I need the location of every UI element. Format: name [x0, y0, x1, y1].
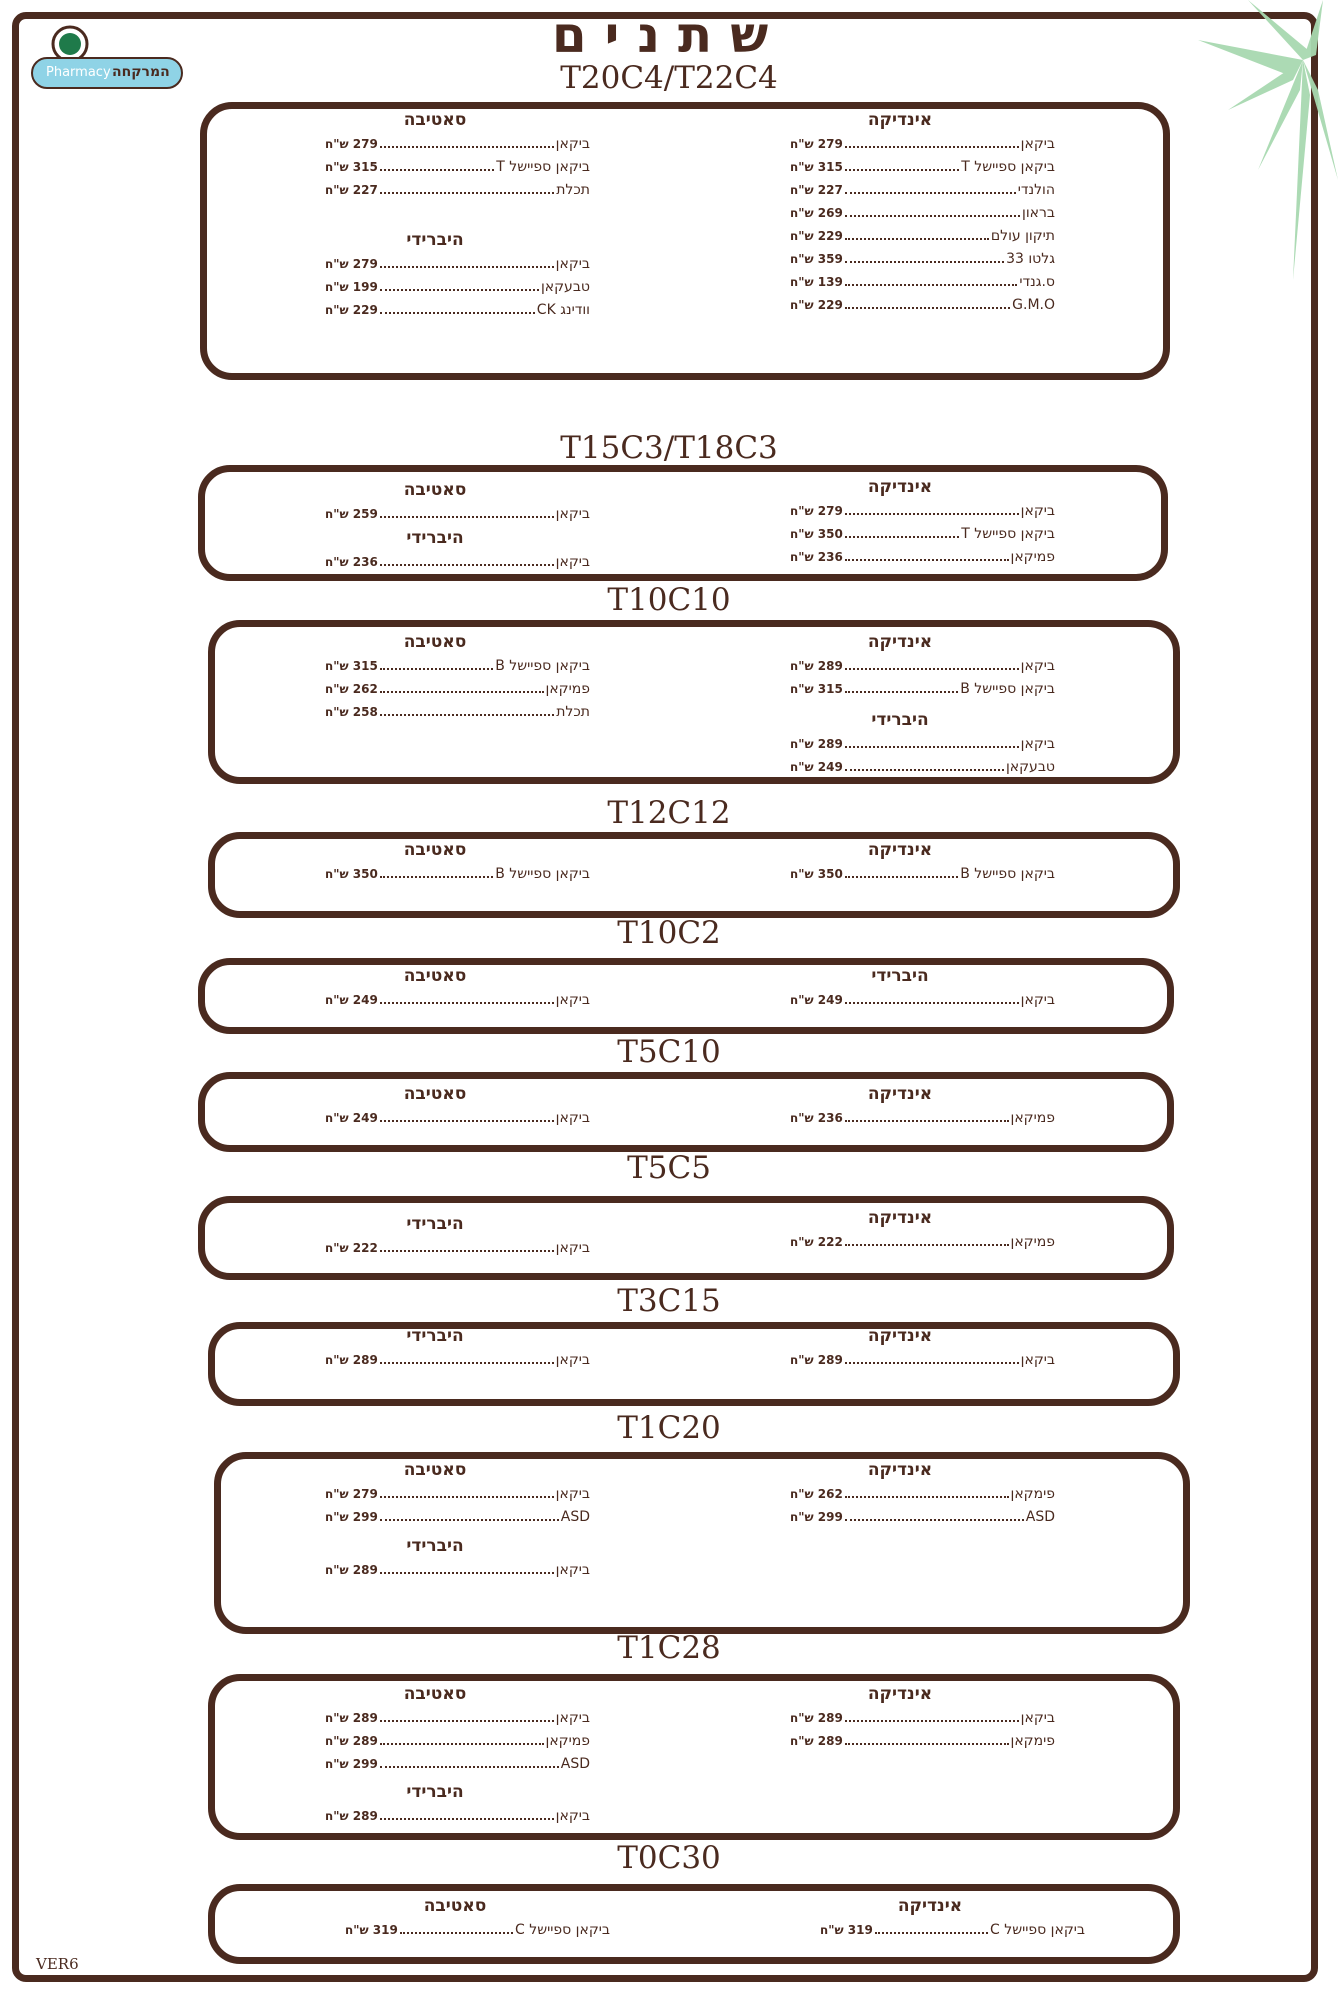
dot-leader	[845, 1120, 1009, 1122]
menu-item-row	[790, 1733, 1055, 1751]
item-name: ס.גנדי	[1019, 274, 1055, 290]
item-name: ביקאן	[555, 1110, 590, 1126]
menu-item-row	[790, 526, 1055, 544]
item-name: ביקאן ספיישל T	[496, 159, 590, 175]
dot-leader	[845, 238, 989, 240]
dot-leader	[380, 714, 554, 716]
dot-leader	[380, 876, 493, 878]
dot-leader	[380, 146, 554, 148]
item-name: ביקאן ספיישל C	[990, 1922, 1085, 1938]
menu-item-row	[325, 704, 590, 722]
menu-item-row	[790, 866, 1055, 884]
menu-item-row	[325, 1240, 590, 1258]
item-price: 222 ש"ח	[325, 1241, 378, 1255]
item-name: פימקאן	[1010, 1486, 1055, 1502]
dot-leader	[845, 1519, 1024, 1521]
menu-item-row	[790, 159, 1055, 177]
dot-leader	[380, 266, 554, 268]
dot-leader	[845, 691, 958, 693]
dot-leader	[380, 289, 539, 291]
item-name: ביקאן	[1020, 658, 1055, 674]
strain-type-title: אינדיקה	[867, 477, 933, 497]
menu-item-row	[790, 228, 1055, 246]
dot-leader	[845, 215, 1020, 217]
dot-leader	[845, 284, 1017, 286]
dot-leader	[845, 1244, 1009, 1246]
item-price: 289 ש"ח	[790, 1711, 843, 1725]
item-name: וודינג CK	[536, 302, 590, 318]
menu-item-row	[790, 205, 1055, 223]
strain-type-title: אינדיקה	[867, 1460, 933, 1480]
dot-leader	[845, 876, 958, 878]
menu-item-row	[325, 554, 590, 572]
section-header: T0C30	[617, 1840, 721, 1876]
dot-leader	[400, 1932, 513, 1934]
menu-item-row	[790, 759, 1055, 777]
item-price: 350 ש"ח	[790, 867, 843, 881]
item-name: פמיקאן	[1010, 1110, 1055, 1126]
item-price: 269 ש"ח	[790, 206, 843, 220]
item-name: ביקאן ספיישל B	[495, 658, 590, 674]
page-title: שתנים	[551, 6, 787, 64]
item-price: 315 ש"ח	[325, 659, 378, 673]
item-name: ביקאן	[1020, 136, 1055, 152]
item-name: פמיקאן	[1010, 1234, 1055, 1250]
dot-leader	[380, 668, 493, 670]
item-price: 315 ש"ח	[790, 160, 843, 174]
menu-item-row	[325, 1756, 590, 1774]
dot-leader	[380, 1120, 554, 1122]
menu-item-row	[325, 681, 590, 699]
strain-type-title: היברידי	[871, 710, 929, 730]
item-name: ביקאן	[555, 1710, 590, 1726]
menu-item-row	[790, 1110, 1055, 1128]
item-name: תכלת	[556, 704, 590, 720]
item-price: 289 ש"ח	[325, 1809, 378, 1823]
dot-leader	[380, 169, 494, 171]
menu-item-row	[325, 1562, 590, 1580]
strain-type-title: אינדיקה	[867, 1326, 933, 1346]
item-name: ASD	[1025, 1509, 1055, 1525]
item-price: 319 ש"ח	[820, 1923, 873, 1937]
item-name: תיקון עולם	[990, 228, 1055, 244]
dot-leader	[380, 1720, 554, 1722]
menu-item-row	[325, 1710, 590, 1728]
menu-item-row	[325, 506, 590, 524]
item-price: 279 ש"ח	[325, 257, 378, 271]
item-price: 350 ש"ח	[325, 867, 378, 881]
dot-leader	[380, 1818, 554, 1820]
item-name: ביקאן ספיישל T	[961, 526, 1055, 542]
item-price: 299 ש"ח	[325, 1757, 378, 1771]
menu-item-row	[325, 1352, 590, 1370]
menu-item-row	[325, 1110, 590, 1128]
menu-item-row	[345, 1922, 610, 1940]
item-name: ביקאן	[555, 506, 590, 522]
item-name: ביקאן ספיישל C	[515, 1922, 610, 1938]
menu-item-row	[790, 992, 1055, 1010]
item-name: תכלת	[556, 182, 590, 198]
dot-leader	[380, 1496, 554, 1498]
menu-item-row	[325, 1509, 590, 1527]
strain-type-title: אינדיקה	[897, 1896, 963, 1916]
item-name: ביקאן	[555, 1240, 590, 1256]
dot-leader	[845, 1720, 1019, 1722]
item-price: 279 ש"ח	[790, 137, 843, 151]
item-price: 222 ש"ח	[790, 1235, 843, 1249]
version-label: VER6	[36, 1955, 79, 1973]
dot-leader	[845, 513, 1019, 515]
dot-leader	[845, 769, 1004, 771]
dot-leader	[380, 564, 554, 566]
strain-type-title: סאטיבה	[423, 1896, 487, 1916]
strain-type-title: סאטיבה	[403, 480, 467, 500]
item-price: 262 ש"ח	[325, 682, 378, 696]
item-name: ביקאן	[555, 1352, 590, 1368]
dot-leader	[845, 668, 1019, 670]
menu-item-row	[790, 136, 1055, 154]
dot-leader	[845, 536, 959, 538]
dot-leader	[845, 146, 1019, 148]
item-name: ביקאן	[555, 256, 590, 272]
strain-type-title: סאטיבה	[403, 840, 467, 860]
item-name: טבעקאן	[540, 279, 590, 295]
item-price: 299 ש"ח	[325, 1510, 378, 1524]
strain-type-title: סאטיבה	[403, 1084, 467, 1104]
item-name: ביקאן ספיישל B	[495, 866, 590, 882]
dot-leader	[380, 1743, 544, 1745]
item-name: ביקאן ספיישל B	[960, 681, 1055, 697]
menu-item-row	[790, 503, 1055, 521]
dot-leader	[380, 1519, 559, 1521]
item-name: G.M.O	[1012, 297, 1055, 313]
dot-leader	[380, 1250, 554, 1252]
item-name: גלטו 33	[1006, 251, 1055, 267]
item-price: 289 ש"ח	[790, 1353, 843, 1367]
item-price: 279 ש"ח	[325, 1487, 378, 1501]
menu-item-row	[325, 992, 590, 1010]
dot-leader	[845, 261, 1004, 263]
item-name: פמיקאן	[1010, 549, 1055, 565]
dot-leader	[380, 691, 544, 693]
dot-leader	[380, 192, 554, 194]
section-header: T15C3/T18C3	[560, 430, 778, 466]
item-price: 289 ש"ח	[325, 1734, 378, 1748]
section-header: T1C28	[617, 1630, 721, 1666]
section-header: T10C2	[617, 915, 721, 951]
item-price: 249 ש"ח	[325, 1111, 378, 1125]
menu-item-row	[325, 658, 590, 676]
menu-item-row	[790, 1352, 1055, 1370]
item-name: ביקאן ספיישל T	[961, 159, 1055, 175]
item-name: ביקאן	[1020, 503, 1055, 519]
item-name: ASD	[560, 1756, 590, 1772]
item-price: 289 ש"ח	[325, 1711, 378, 1725]
item-price: 249 ש"ח	[325, 993, 378, 1007]
item-name: פימקאן	[1010, 1733, 1055, 1749]
item-price: 315 ש"ח	[790, 682, 843, 696]
item-price: 236 ש"ח	[790, 1111, 843, 1125]
section-box	[214, 1452, 1190, 1634]
section-header: T3C15	[617, 1283, 721, 1319]
menu-item-row	[790, 182, 1055, 200]
item-price: 315 ש"ח	[325, 160, 378, 174]
dot-leader	[845, 559, 1009, 561]
dot-leader	[845, 192, 1016, 194]
section-header: T20C4/T22C4	[560, 60, 778, 96]
section-header: T5C10	[617, 1034, 721, 1070]
item-price: 236 ש"ח	[325, 555, 378, 569]
item-name: פמיקאן	[545, 1733, 590, 1749]
item-name: ביקאן ספיישל B	[960, 866, 1055, 882]
strain-type-title: אינדיקה	[867, 632, 933, 652]
strain-type-title: היברידי	[406, 1782, 464, 1802]
item-price: 236 ש"ח	[790, 550, 843, 564]
strain-type-title: היברידי	[406, 528, 464, 548]
dot-leader	[845, 1743, 1009, 1745]
strain-type-title: אינדיקה	[867, 1208, 933, 1228]
section-header: T1C20	[617, 1410, 721, 1446]
item-name: ביקאן	[1020, 736, 1055, 752]
item-name: ביקאן	[555, 136, 590, 152]
item-name: בראון	[1022, 205, 1055, 221]
item-price: 289 ש"ח	[790, 737, 843, 751]
menu-item-row	[325, 182, 590, 200]
strain-type-title: סאטיבה	[403, 1684, 467, 1704]
item-name: ביקאן	[555, 554, 590, 570]
item-price: 249 ש"ח	[790, 760, 843, 774]
strain-type-title: היברידי	[406, 1536, 464, 1556]
item-price: 249 ש"ח	[790, 993, 843, 1007]
item-price: 359 ש"ח	[790, 252, 843, 266]
menu-item-row	[325, 159, 590, 177]
menu-item-row	[325, 1486, 590, 1504]
menu-item-row	[790, 1486, 1055, 1504]
dot-leader	[875, 1932, 988, 1934]
item-name: ביקאן	[1020, 992, 1055, 1008]
item-price: 229 ש"ח	[790, 298, 843, 312]
item-price: 258 ש"ח	[325, 705, 378, 719]
strain-type-title: היברידי	[406, 1214, 464, 1234]
strain-type-title: אינדיקה	[867, 840, 933, 860]
menu-item-row	[325, 302, 590, 320]
dot-leader	[845, 1362, 1019, 1364]
menu-item-row	[790, 681, 1055, 699]
item-name: ביקאן	[1020, 1352, 1055, 1368]
item-price: 289 ש"ח	[790, 1734, 843, 1748]
item-price: 279 ש"ח	[325, 137, 378, 151]
menu-item-row	[790, 274, 1055, 292]
item-price: 227 ש"ח	[790, 183, 843, 197]
menu-item-row	[325, 279, 590, 297]
item-name: ביקאן	[555, 1486, 590, 1502]
strain-type-title: אינדיקה	[867, 1084, 933, 1104]
menu-item-row	[790, 1509, 1055, 1527]
strain-type-title: סאטיבה	[403, 110, 467, 130]
item-price: 289 ש"ח	[325, 1353, 378, 1367]
item-name: ביקאן	[555, 992, 590, 1008]
item-name: ביקאן	[555, 1808, 590, 1824]
item-price: 227 ש"ח	[325, 183, 378, 197]
dot-leader	[380, 312, 535, 314]
item-price: 299 ש"ח	[790, 1510, 843, 1524]
dot-leader	[380, 1766, 559, 1768]
item-name: ביקאן	[555, 1562, 590, 1578]
menu-item-row	[325, 256, 590, 274]
item-price: 259 ש"ח	[325, 507, 378, 521]
item-name: ביקאן	[1020, 1710, 1055, 1726]
dot-leader	[380, 516, 554, 518]
item-price: 229 ש"ח	[790, 229, 843, 243]
item-price: 279 ש"ח	[790, 504, 843, 518]
logo-text-en: Pharmacy	[46, 65, 111, 80]
item-name: הולנדי	[1017, 182, 1055, 198]
item-price: 139 ש"ח	[790, 275, 843, 289]
menu-item-row	[790, 1234, 1055, 1252]
section-header: T12C12	[607, 795, 731, 831]
dot-leader	[845, 1496, 1009, 1498]
menu-item-row	[790, 297, 1055, 315]
item-price: 289 ש"ח	[325, 1563, 378, 1577]
menu-item-row	[820, 1922, 1085, 1940]
item-price: 262 ש"ח	[790, 1487, 843, 1501]
dot-leader	[845, 307, 1010, 309]
strain-type-title: אינדיקה	[867, 110, 933, 130]
item-price: 350 ש"ח	[790, 527, 843, 541]
section-header: T10C10	[607, 582, 731, 618]
dot-leader	[380, 1002, 554, 1004]
menu-item-row	[325, 136, 590, 154]
menu-item-row	[325, 1808, 590, 1826]
item-price: 199 ש"ח	[325, 280, 378, 294]
item-price: 229 ש"ח	[325, 303, 378, 317]
menu-item-row	[790, 736, 1055, 754]
menu-item-row	[325, 866, 590, 884]
strain-type-title: היברידי	[406, 1326, 464, 1346]
strain-type-title: סאטיבה	[403, 966, 467, 986]
strain-type-title: סאטיבה	[403, 632, 467, 652]
item-name: פמיקאן	[545, 681, 590, 697]
dot-leader	[845, 746, 1019, 748]
strain-type-title: סאטיבה	[403, 1460, 467, 1480]
strain-type-title: היברידי	[406, 230, 464, 250]
menu-item-row	[790, 1710, 1055, 1728]
menu-item-row	[790, 549, 1055, 567]
dot-leader	[380, 1362, 554, 1364]
strain-type-title: היברידי	[871, 966, 929, 986]
section-header: T5C5	[627, 1150, 711, 1186]
dot-leader	[380, 1572, 554, 1574]
logo-text-he: המרקחה	[112, 64, 170, 80]
item-name: ASD	[560, 1509, 590, 1525]
menu-item-row	[325, 1733, 590, 1751]
dot-leader	[845, 1002, 1019, 1004]
dot-leader	[845, 169, 959, 171]
menu-item-row	[790, 658, 1055, 676]
item-price: 319 ש"ח	[345, 1923, 398, 1937]
menu-item-row	[790, 251, 1055, 269]
item-price: 289 ש"ח	[790, 659, 843, 673]
strain-type-title: אינדיקה	[867, 1684, 933, 1704]
item-name: טבעקאן	[1005, 759, 1055, 775]
